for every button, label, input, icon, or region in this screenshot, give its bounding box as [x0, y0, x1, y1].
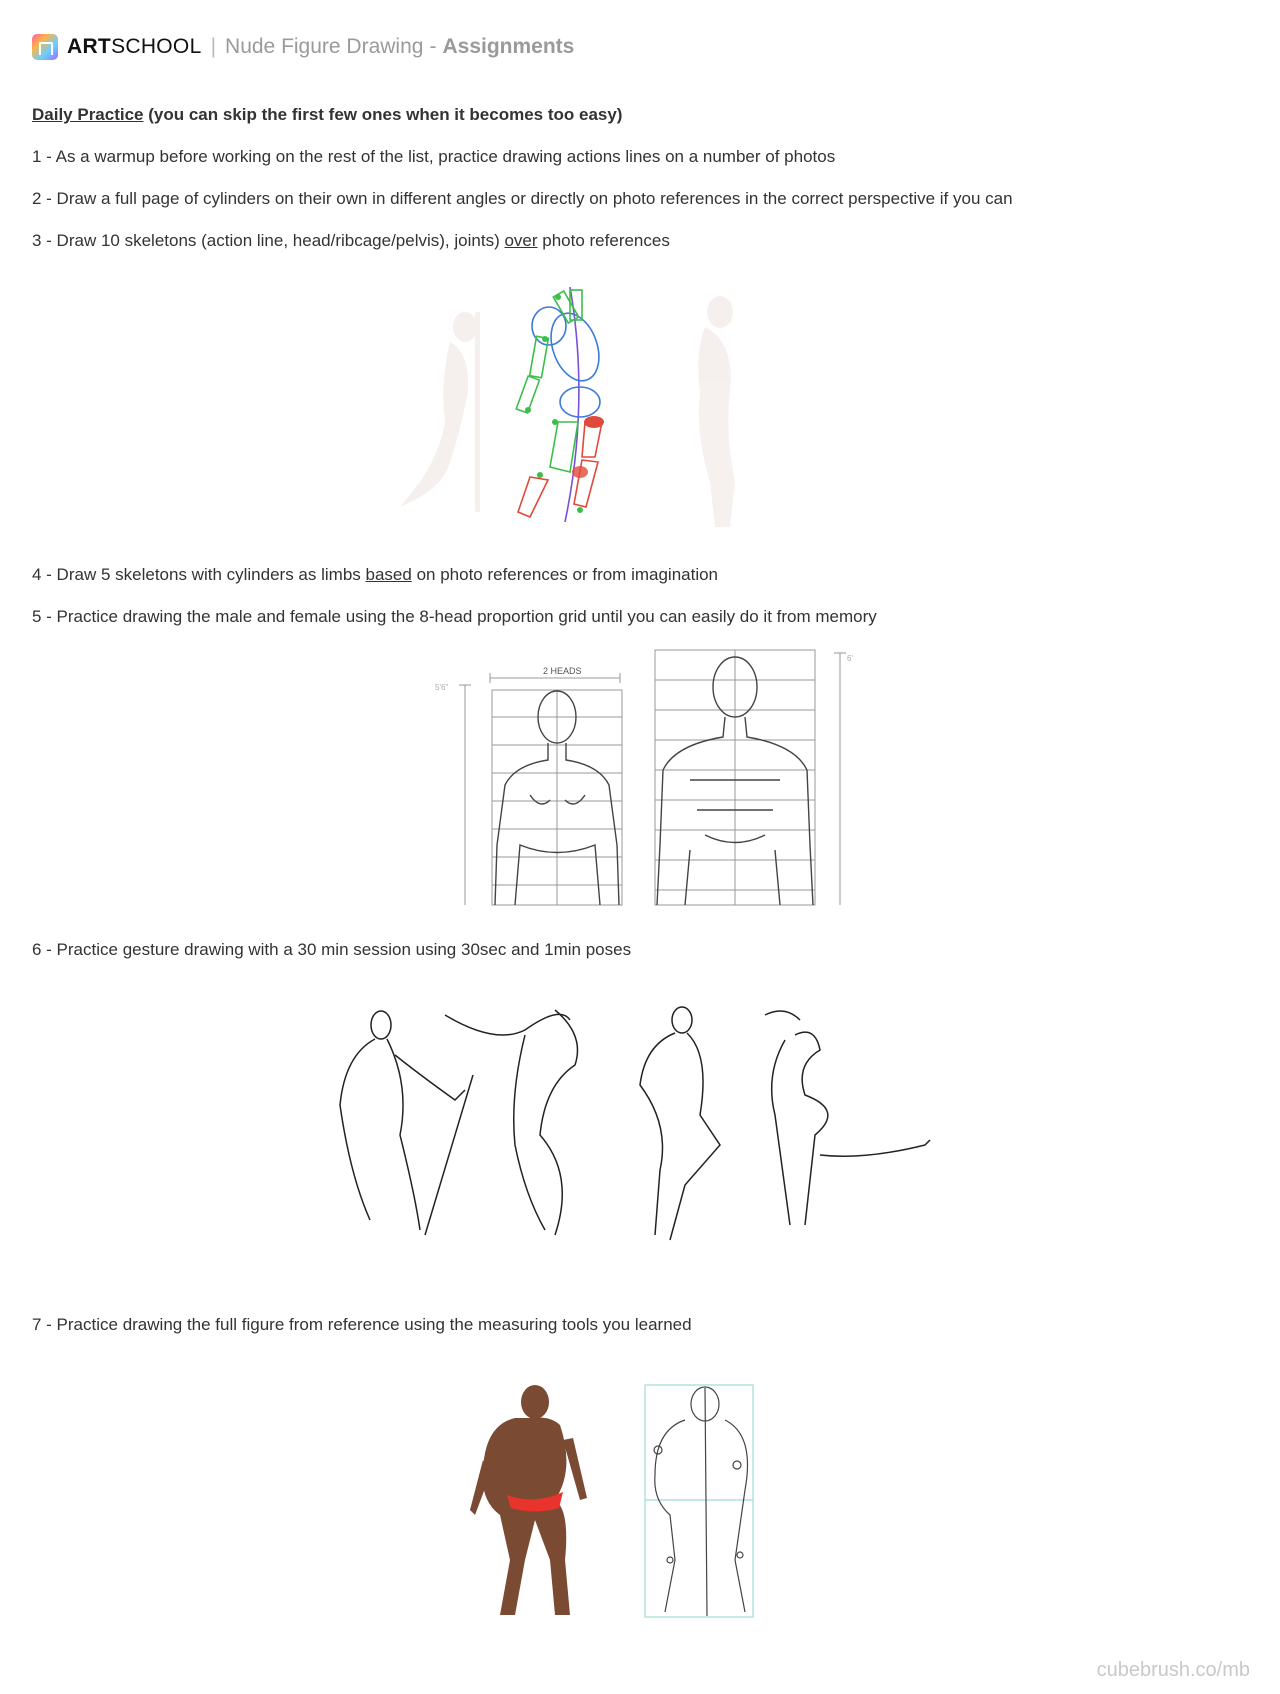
assignment-6: 6 - Practice gesture drawing with a 30 min session using 30sec and 1min poses: [32, 940, 632, 959]
section-name: Assignments: [442, 35, 575, 58]
assignment-1: 1 - As a warmup before working on the rest of the list, practice drawing actions lines on a number of photos: [32, 147, 836, 166]
assignment-4: 4 - Draw 5 skeletons with cylinders as limbs based on photo references or from imagination: [32, 565, 719, 584]
assignment-5: 5 - Practice drawing the male and female using the 8-head proportion grid until you can easily do it from memory: [32, 607, 877, 626]
artschool-logo-icon: [32, 34, 58, 60]
page-header: [32, 32, 574, 62]
gesture-drawings-figure: [325, 995, 945, 1255]
header-separator: |: [210, 35, 217, 58]
credit-watermark: cubebrush.co/mb: [1096, 1659, 1250, 1681]
assignment-3: 3 - Draw 10 skeletons (action line, head/ribcage/pelvis), joints) over photo references: [32, 231, 670, 250]
daily-practice-heading: Daily Practice (you can skip the first few ones when it becomes too easy): [32, 105, 623, 124]
brand-name: ARTSCHOOL: [67, 35, 202, 58]
proportion-grid-figure: [435, 645, 875, 907]
female-height-label: 5'6": [435, 683, 449, 692]
assignment-2: 2 - Draw a full page of cylinders on their own in different angles or directly on photo references in the correct perspective if you can: [32, 189, 1013, 208]
heads-label: 2 HEADS: [543, 666, 582, 676]
header-dash: -: [429, 35, 437, 58]
measuring-reference-figure: [455, 1380, 775, 1620]
male-height-label: 6': [847, 654, 853, 663]
course-title: Nude Figure Drawing: [225, 35, 424, 58]
assignment-7: 7 - Practice drawing the full figure from reference using the measuring tools you learned: [32, 1315, 692, 1334]
skeleton-reference-figure: [390, 282, 790, 532]
